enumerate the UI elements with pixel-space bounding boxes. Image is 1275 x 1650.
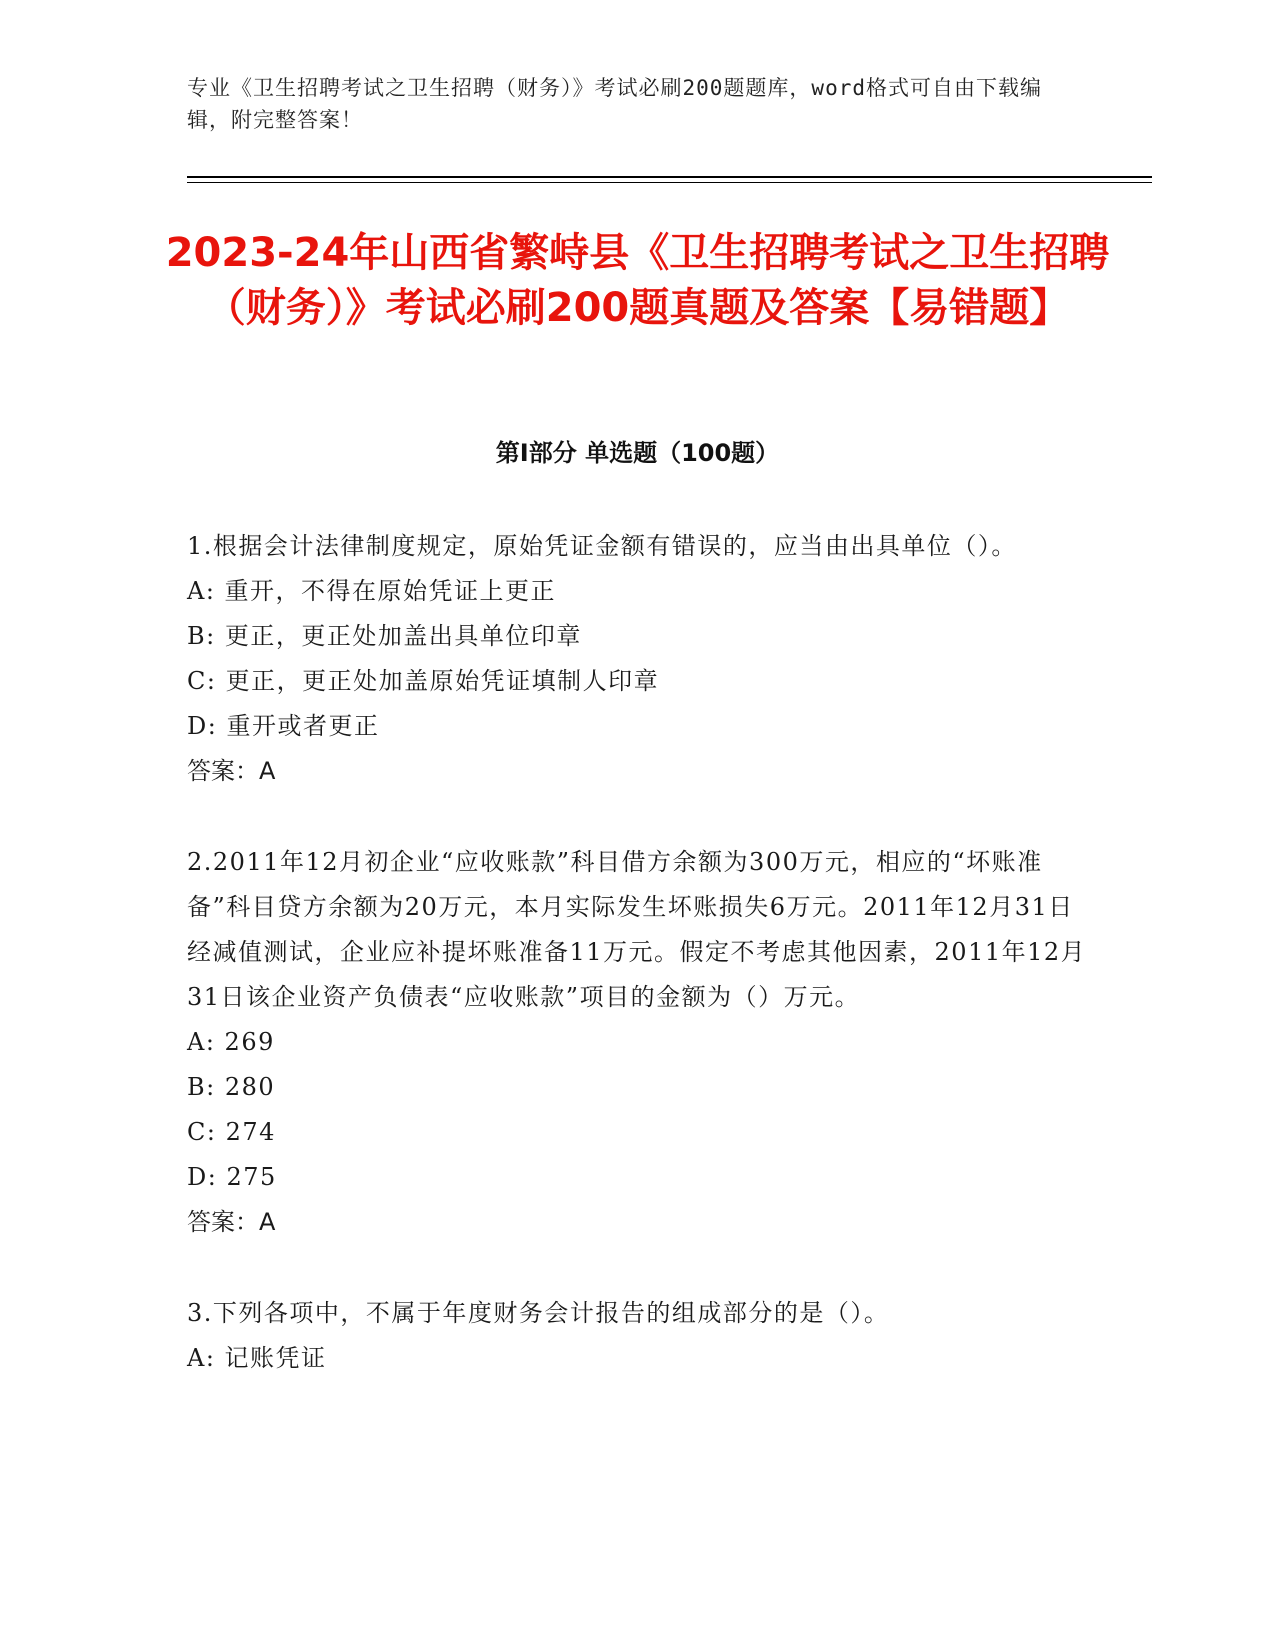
header-divider-thin (187, 182, 1152, 183)
option-c: C: 274 (187, 1118, 276, 1146)
option-b: B: 280 (187, 1073, 276, 1101)
option-a: A: 重开，不得在原始凭证上更正 (187, 577, 557, 605)
section-title: 第I部分 单选题（100题） (495, 439, 780, 467)
question-3 (187, 1291, 1087, 1381)
option-c: C: 更正，更正处加盖原始凭证填制人印章 (187, 667, 660, 695)
answer: 答案：A (187, 1208, 276, 1236)
question-stem: 2.2011年12月初企业“应收账款”科目借方余额为300万元，相应的“坏账准备”科目贷方余额为20万元，本月实际发生坏账损失6万元。2011年12月31日经减值测试，企业应补提坏账准备11万元。假定不考虑其他因素，2011年12月31日该企业资产负债表“应收账款”项目的金额为（）万元。 (187, 848, 1087, 1011)
question-list (187, 524, 1087, 1427)
document-title: 2023-24年山西省繁峙县《卫生招聘考试之卫生招聘（财务）》考试必刷200题真题及答案【易错题】 (165, 230, 1110, 331)
header-divider-thick (187, 176, 1152, 178)
answer: 答案：A (187, 757, 276, 785)
question-1 (187, 524, 1087, 794)
option-d: D: 重开或者更正 (187, 712, 380, 740)
header-note: 专业《卫生招聘考试之卫生招聘（财务）》考试必刷200题题库，word格式可自由下载编辑，附完整答案！ (187, 76, 1042, 132)
option-a: A: 269 (187, 1028, 275, 1056)
question-2 (187, 840, 1087, 1245)
option-d: D: 275 (187, 1163, 277, 1191)
question-stem: 3.下列各项中，不属于年度财务会计报告的组成部分的是（）。 (187, 1299, 890, 1327)
option-b: B: 更正，更正处加盖出具单位印章 (187, 622, 582, 650)
question-stem: 1.根据会计法律制度规定，原始凭证金额有错误的，应当由出具单位（）。 (187, 532, 1017, 560)
option-a: A: 记账凭证 (187, 1344, 327, 1372)
